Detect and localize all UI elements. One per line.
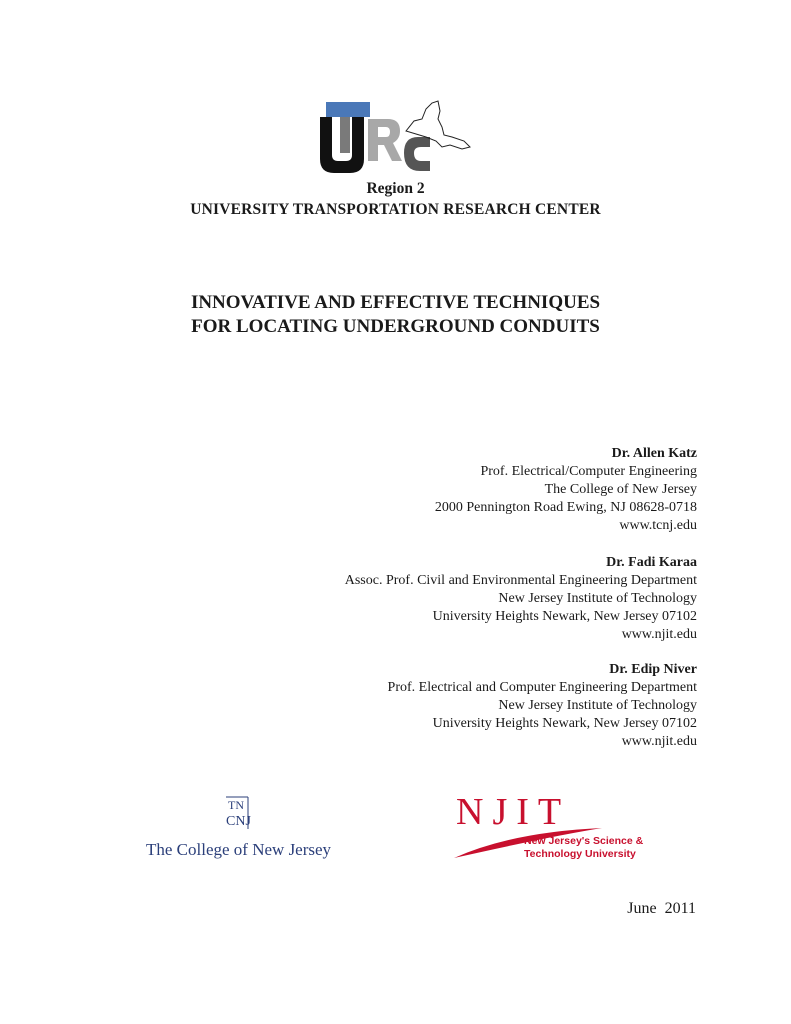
author-title: Prof. Electrical and Computer Engineering Department (387, 680, 697, 695)
tcnj-name: The College of New Jersey (146, 840, 332, 859)
author-block (435, 445, 697, 535)
report-title (0, 291, 791, 339)
center-name: UNIVERSITY TRANSPORTATION RESEARCH CENTER (190, 201, 601, 218)
njit-tagline-1: New Jersey's Science & (524, 835, 644, 847)
utrc-logo (318, 97, 474, 175)
author-website: www.njit.edu (621, 734, 697, 749)
author-institution: New Jersey Institute of Technology (498, 591, 697, 606)
author-title: Assoc. Prof. Civil and Environmental Engineering Department (344, 573, 697, 588)
title-line-2: FOR LOCATING UNDERGROUND CONDUITS (191, 316, 600, 337)
author-website: www.tcnj.edu (619, 518, 697, 533)
svg-text:CNJ: CNJ (226, 814, 251, 829)
njit-wordmark: NJIT (456, 791, 571, 833)
njit-tagline-2: Technology University (524, 848, 636, 860)
author-name: Dr. Allen Katz (611, 446, 697, 461)
author-name: Dr. Fadi Karaa (606, 555, 697, 570)
author-address: University Heights Newark, New Jersey 07102 (432, 609, 697, 624)
author-block (388, 661, 697, 751)
njit-tagline (524, 835, 643, 861)
author-institution: The College of New Jersey (544, 482, 697, 497)
report-date: June 2011 (627, 900, 696, 917)
tcnj-logo (146, 795, 336, 867)
author-block (345, 554, 697, 644)
tcnj-monogram-icon (224, 795, 252, 833)
svg-text:TN: TN (228, 798, 244, 812)
title-line-1: INNOVATIVE AND EFFECTIVE TECHNIQUES (190, 292, 601, 313)
author-address: University Heights Newark, New Jersey 07102 (432, 716, 697, 731)
region-label: Region 2 (366, 180, 425, 197)
author-institution: New Jersey Institute of Technology (498, 698, 697, 713)
author-website: www.njit.edu (621, 627, 697, 642)
author-name: Dr. Edip Niver (609, 662, 697, 677)
author-title: Prof. Electrical/Computer Engineering (480, 464, 697, 479)
author-address: 2000 Pennington Road Ewing, NJ 08628-0718 (434, 500, 697, 515)
njit-logo (452, 792, 652, 866)
